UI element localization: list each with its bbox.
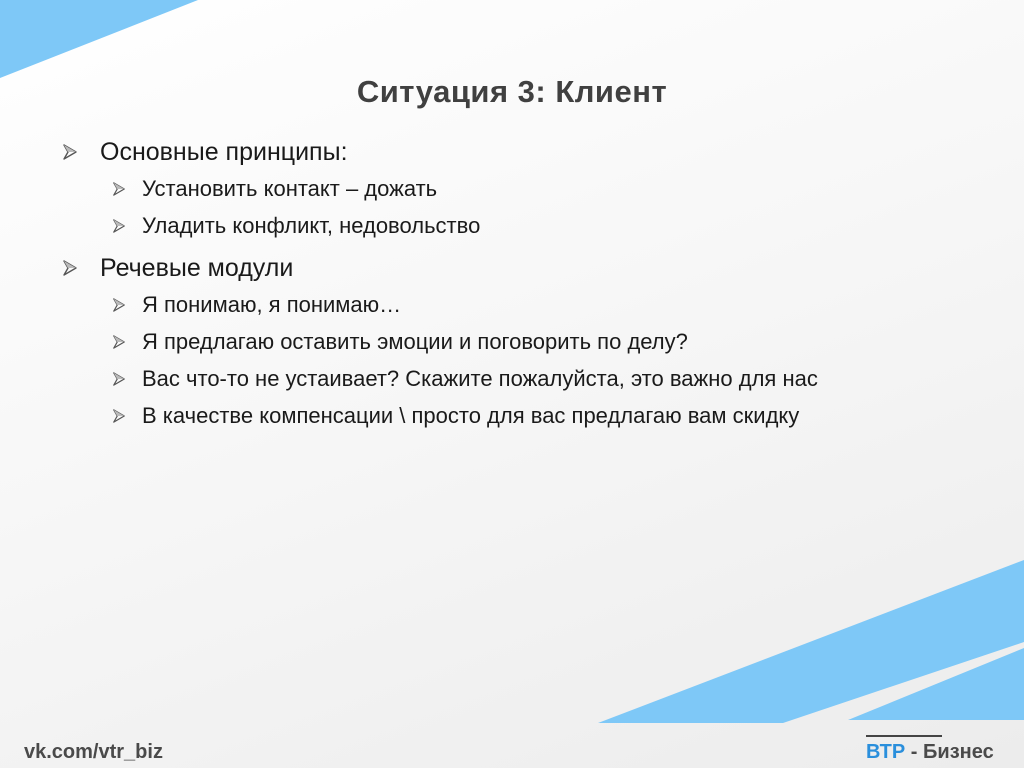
sub-bullet-item (62, 360, 1002, 397)
sub-bullet-item (62, 286, 1002, 323)
sub-bullet-item (62, 323, 1002, 360)
arrow-bullet-icon (112, 335, 142, 349)
bullet-text: Уладить конфликт, недовольство (142, 212, 481, 238)
bullet-text: Вас что-то не устаивает? Скажите пожалуйста, это важно для нас (142, 365, 818, 391)
arrow-bullet-icon (62, 144, 100, 160)
bullet-text: Установить контакт – дожать (142, 175, 438, 201)
footer-brand (866, 741, 994, 764)
brand-name: ВТР (866, 741, 906, 763)
bullet-list (62, 134, 1002, 434)
bullet-item (62, 250, 1002, 286)
sub-bullet-item (62, 170, 1002, 207)
bullet-text: Я предлагаю оставить эмоции и поговорить по делу? (142, 328, 688, 354)
arrow-bullet-icon (112, 409, 142, 423)
slide-title: Ситуация 3: Клиент (356, 74, 668, 109)
bullet-text: В качестве компенсации \ просто для вас предлагаю вам скидку (142, 402, 800, 428)
bullet-text: Я понимаю, я понимаю… (142, 291, 402, 317)
sub-bullet-item (62, 397, 1002, 434)
brand-underline (866, 735, 942, 737)
arrow-bullet-icon (112, 182, 142, 196)
arrow-bullet-icon (62, 260, 100, 276)
brand-suffix: - Бизнес (905, 741, 994, 763)
arrow-bullet-icon (112, 219, 142, 233)
arrow-bullet-icon (112, 372, 142, 386)
arrow-bullet-icon (112, 298, 142, 312)
bullet-item (62, 134, 1002, 170)
footer-link[interactable]: vk.com/vtr_biz (24, 741, 163, 763)
sub-bullet-item (62, 207, 1002, 244)
top-left-stripe (0, 0, 198, 78)
bullet-text: Речевые модули (100, 253, 294, 282)
bullet-text: Основные принципы: (100, 137, 348, 166)
